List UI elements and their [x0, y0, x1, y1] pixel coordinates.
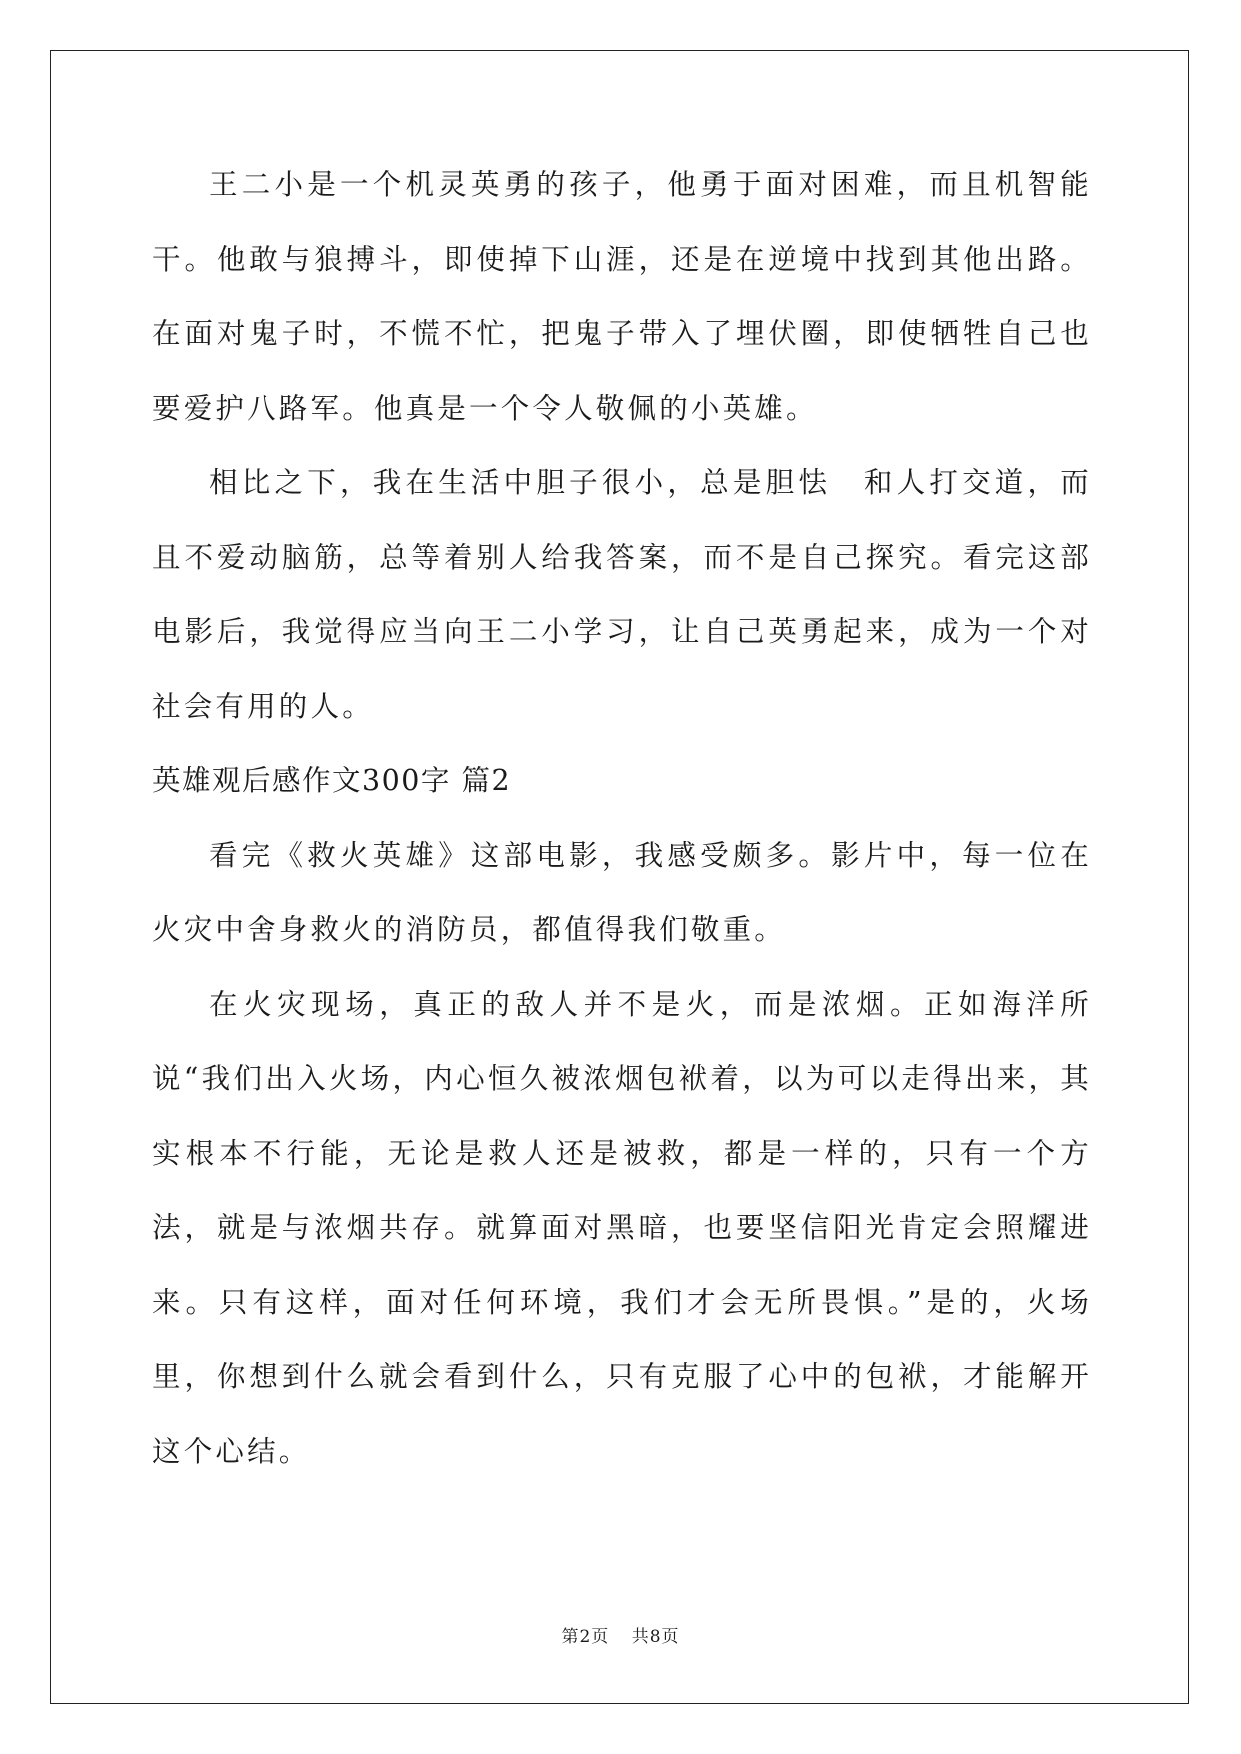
paragraph: 相比之下，我在生活中胆子很小，总是胆怯 和人打交道，而且不爱动脑筋，总等着别人给我答案，而不是自己探究。看完这部电影后，我觉得应当向王二小学习，让自己英勇起来，成为一个对社会有用的人。 — [152, 466, 1092, 723]
page-footer — [0, 1622, 1241, 1647]
total-pages: 共8页 — [631, 1627, 680, 1647]
document-body — [152, 148, 1092, 1489]
paragraph: 看完《救火英雄》这部电影，我感受颇多。影片中，每一位在火灾中舍身救火的消防员，都值得我们敬重。 — [152, 838, 1092, 946]
page-number: 第2页 — [561, 1627, 610, 1647]
section-heading: 英雄观后感作文300字 篇2 — [152, 764, 512, 797]
paragraph: 王二小是一个机灵英勇的孩子，他勇于面对困难，而且机智能干。他敢与狼搏斗，即使掉下山涯，还是在逆境中找到其他出路。在面对鬼子时，不慌不忙，把鬼子带入了埋伏圈，即使牺牲自己也要爱护八路军。他真是一个令人敬佩的小英雄。 — [152, 168, 1092, 425]
paragraph: 在火灾现场，真正的敌人并不是火，而是浓烟。正如海洋所说“我们出入火场，内心恒久被浓烟包袱着，以为可以走得出来，其实根本不行能，无论是救人还是被救，都是一样的，只有一个方法，就是与浓烟共存。就算面对黑暗，也要坚信阳光肯定会照耀进来。只有这样，面对任何环境，我们才会无所畏惧。”是的，火场里，你想到什么就会看到什么，只有克服了心中的包袱，才能解开这个心结。 — [152, 987, 1092, 1468]
